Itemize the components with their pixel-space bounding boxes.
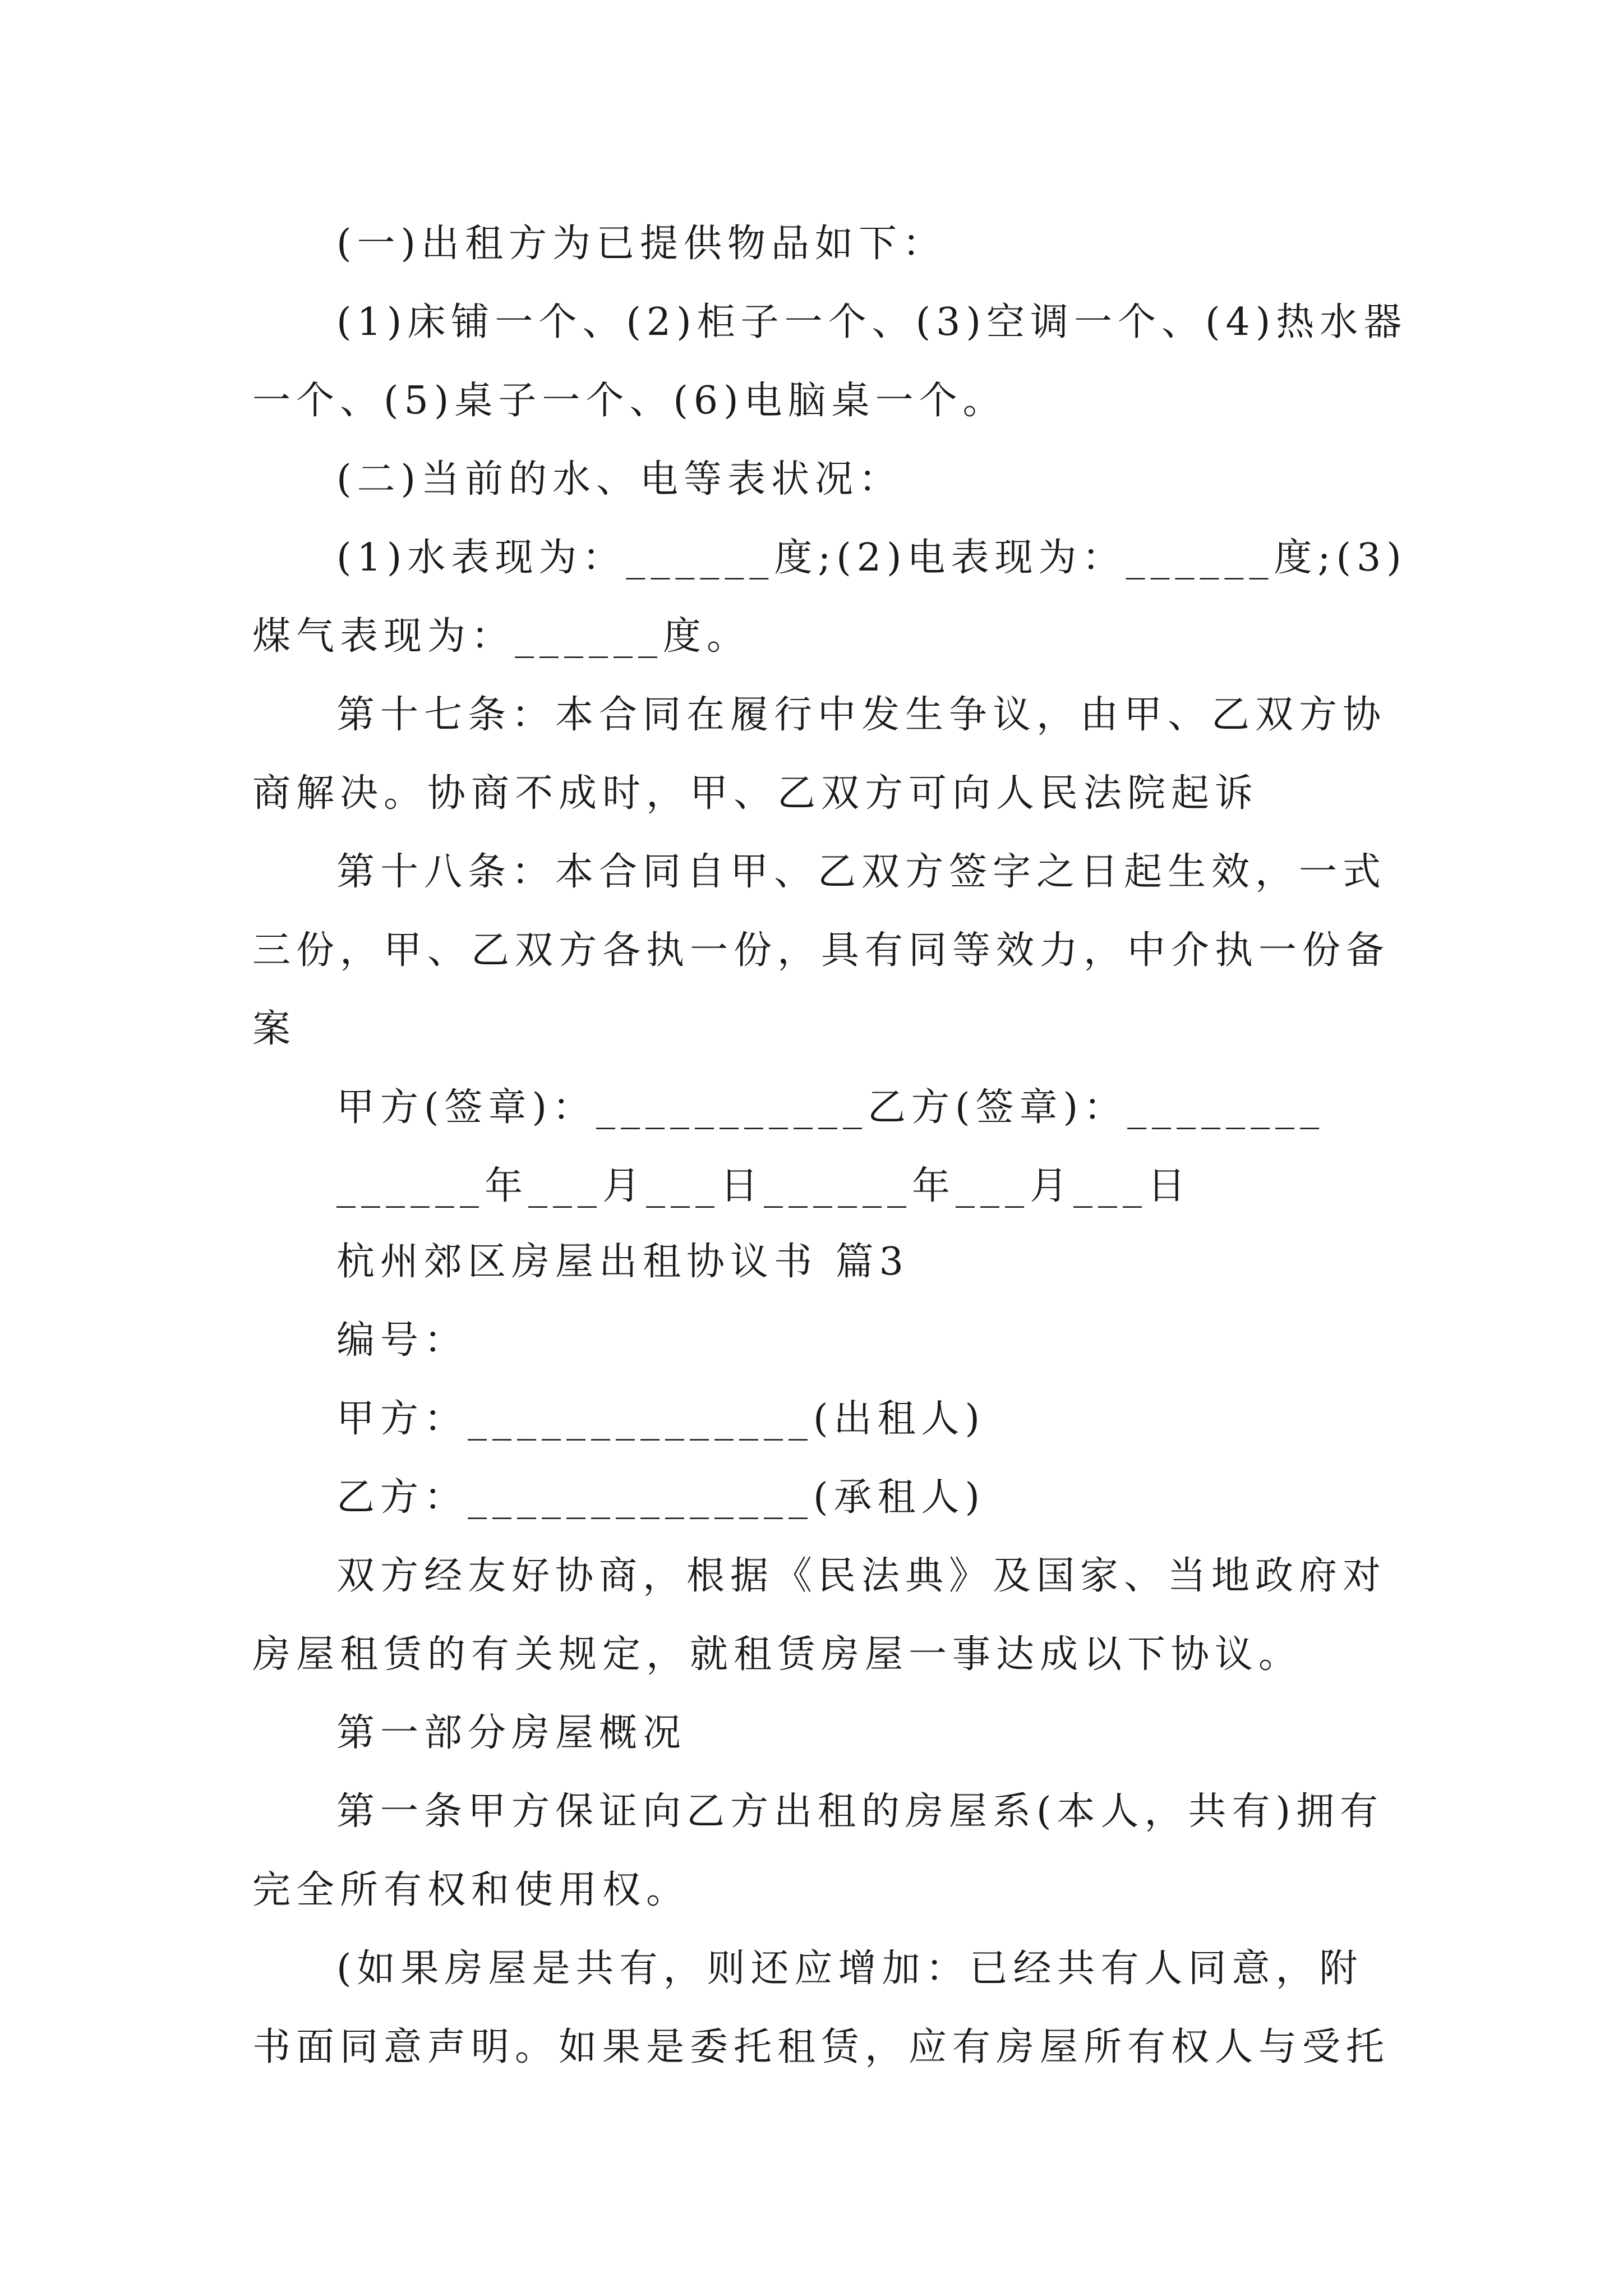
paragraph-shared-note-line1: (如果房屋是共有，则还应增加：已经共有人同意，附 [336, 1947, 1363, 1991]
paragraph-agreement-line2: 房屋租赁的有关规定，就租赁房屋一事达成以下协议。 [252, 1632, 1303, 1677]
signature-line: 甲方(签章)：___________乙方(签章)：________ [336, 1085, 1325, 1130]
paragraph-provided-items-heading: (一)出租方为已提供物品如下： [336, 222, 947, 266]
paragraph-meter-status-heading: (二)当前的水、电等表状况： [336, 457, 903, 501]
part-one-heading: 第一部分房屋概况 [336, 1711, 687, 1755]
paragraph-article1-line1: 第一条甲方保证向乙方出租的房屋系(本人，共有)拥有 [336, 1789, 1384, 1834]
paragraph-agreement-line1: 双方经友好协商，根据《民法典》及国家、当地政府对 [336, 1554, 1387, 1598]
paragraph-meter-readings-line2: 煤气表现为：______度。 [252, 614, 751, 659]
paragraph-number-label: 编号： [336, 1318, 468, 1363]
paragraph-items-list-line2: 一个、(5)桌子一个、(6)电脑桌一个。 [252, 379, 1007, 423]
paragraph-items-list-line1: (1)床铺一个、(2)柜子一个、(3)空调一个、(4)热水器 [336, 300, 1408, 344]
paragraph-shared-note-line2: 书面同意声明。如果是委托租赁，应有房屋所有权人与受托 [252, 2025, 1390, 2069]
party-b-line: 乙方：______________(承租人) [336, 1475, 986, 1520]
section-title: 杭州郊区房屋出租协议书 篇3 [336, 1240, 909, 1284]
paragraph-article17-line2: 商解决。协商不成时，甲、乙双方可向人民法院起诉 [252, 771, 1259, 816]
paragraph-article18-line1: 第十八条：本合同自甲、乙双方签字之日起生效，一式 [336, 850, 1387, 894]
paragraph-article17-line1: 第十七条：本合同在履行中发生争议，由甲、乙双方协 [336, 693, 1387, 737]
party-a-line: 甲方：______________(出租人) [336, 1397, 986, 1441]
date-line: ______年___月___日______年___月___日 [336, 1164, 1192, 1208]
paragraph-article18-line3: 案 [252, 1007, 297, 1051]
paragraph-article1-line2: 完全所有权和使用权。 [252, 1868, 690, 1912]
paragraph-meter-readings-line1: (1)水表现为：______度;(2)电表现为：______度;(3) [336, 536, 1407, 580]
paragraph-article18-line2: 三份，甲、乙双方各执一份，具有同等效力，中介执一份备 [252, 928, 1390, 973]
